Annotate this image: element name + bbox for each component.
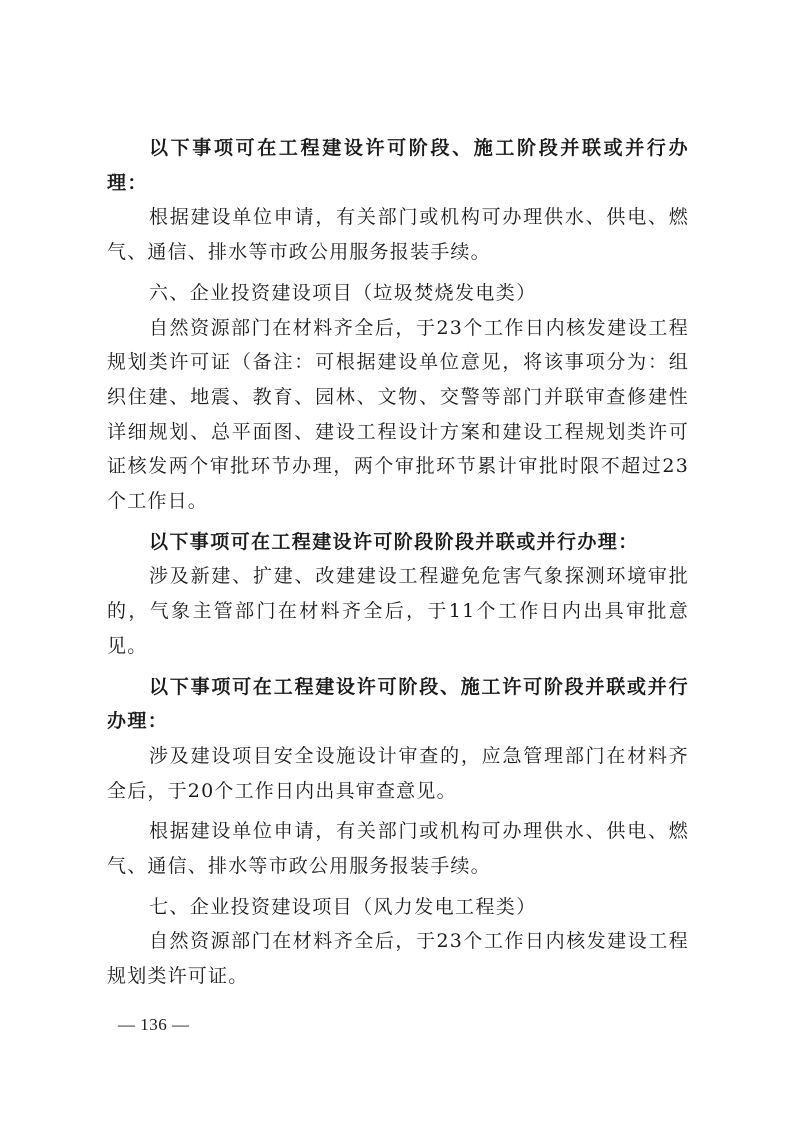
- body-paragraph-planning-permit: 自然资源部门在材料齐全后，于23个工作日内核发建设工程规划类许可证（备注：可根据建设单位意见，将该事项分为：组织住建、地震、教育、园林、文物、交警等部门并联审查修建性详细规划、总平面图、建设工程设计方案和建设工程规划类许可证核发两个审批环节办理，两个审批环节累计审批时限不超过23个工作日。: [107, 316, 689, 513]
- section-heading-seven: 七、企业投资建设项目（风力发电工程类）: [149, 895, 537, 918]
- section-heading-six: 六、企业投资建设项目（垃圾焚烧发电类）: [149, 281, 537, 304]
- body-paragraph-utility-services-1: 根据建设单位申请，有关部门或机构可办理供水、供电、燃气、通信、排水等市政公用服务报装手续。: [107, 206, 689, 264]
- page-number: — 136 —: [118, 1015, 190, 1034]
- body-paragraph-safety-design: 涉及建设项目安全设施设计审查的，应急管理部门在材料齐全后，于20个工作日内出具审查意见。: [107, 744, 689, 802]
- parallel-items-heading-1: 以下事项可在工程建设许可阶段、施工阶段并联或并行办理：: [107, 137, 689, 194]
- parallel-items-heading-2: 以下事项可在工程建设许可阶段阶段并联或并行办理：: [149, 530, 639, 553]
- document-body: [107, 131, 689, 994]
- parallel-items-heading-3: 以下事项可在工程建设许可阶段、施工许可阶段并联或并行办理：: [107, 675, 689, 733]
- body-paragraph-meteorological: 涉及新建、扩建、改建建设工程避免危害气象探测环境审批的，气象主管部门在材料齐全后，于11个工作日内出具审批意见。: [107, 565, 689, 657]
- body-paragraph-utility-services-2: 根据建设单位申请，有关部门或机构可办理供水、供电、燃气、通信、排水等市政公用服务报装手续。: [107, 820, 689, 878]
- body-paragraph-wind-power-permit: 自然资源部门在材料齐全后，于23个工作日内核发建设工程规划类许可证。: [107, 930, 689, 988]
